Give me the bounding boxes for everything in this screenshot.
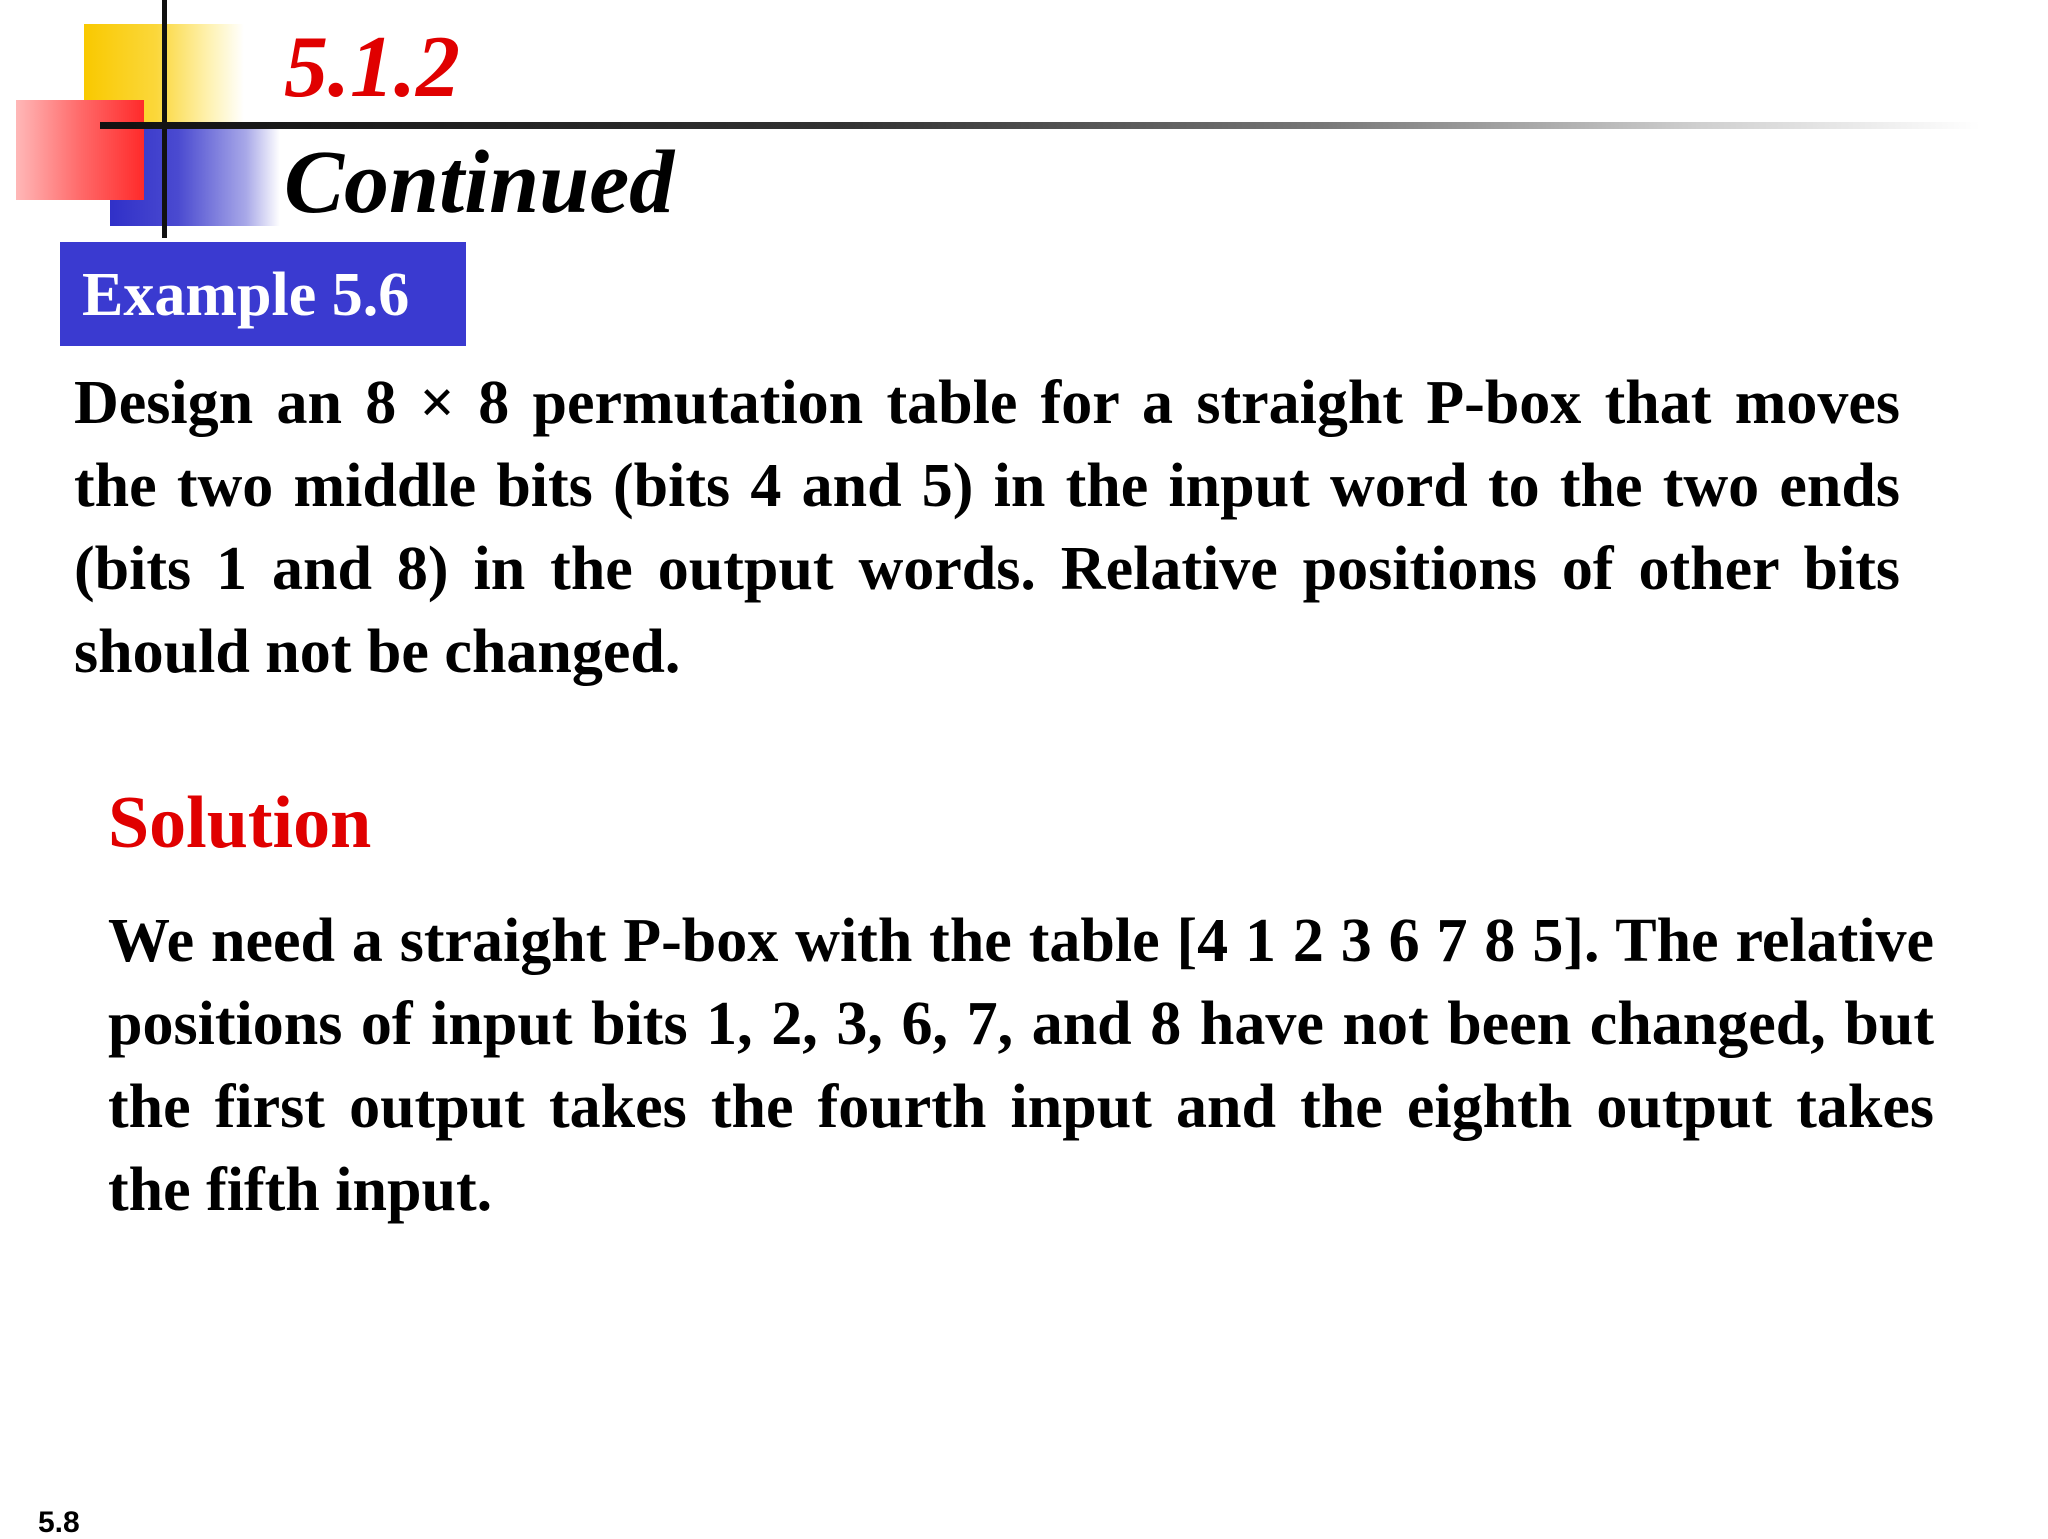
solution-heading: Solution bbox=[108, 782, 372, 864]
section-number: 5.1.2 bbox=[284, 19, 460, 116]
solution-text: We need a straight P-box with the table [4 1 2 3 6 7 8 5]. The relative positions of input bits 1, 2, 3, 6, 7, and 8 have not been changed, but the first output takes the fourth input and the eighth output takes the fifth input. bbox=[108, 907, 1934, 1224]
section-title: Continued bbox=[284, 133, 675, 232]
decorative-red-square bbox=[16, 100, 144, 200]
problem-statement: Design an 8 × 8 permutation table for a straight P-box that moves the two middle bits (bits 4 and 5) in the input word to the two ends (bits 1 and 8) in the output words. Relative positions of other bits should not be changed. bbox=[74, 369, 1900, 686]
slide-number: 5.8 bbox=[38, 1506, 80, 1539]
example-badge bbox=[60, 242, 466, 346]
example-label: Example 5.6 bbox=[82, 261, 410, 329]
title-underline-divider bbox=[100, 122, 1980, 129]
decorative-vertical-line bbox=[162, 0, 167, 238]
